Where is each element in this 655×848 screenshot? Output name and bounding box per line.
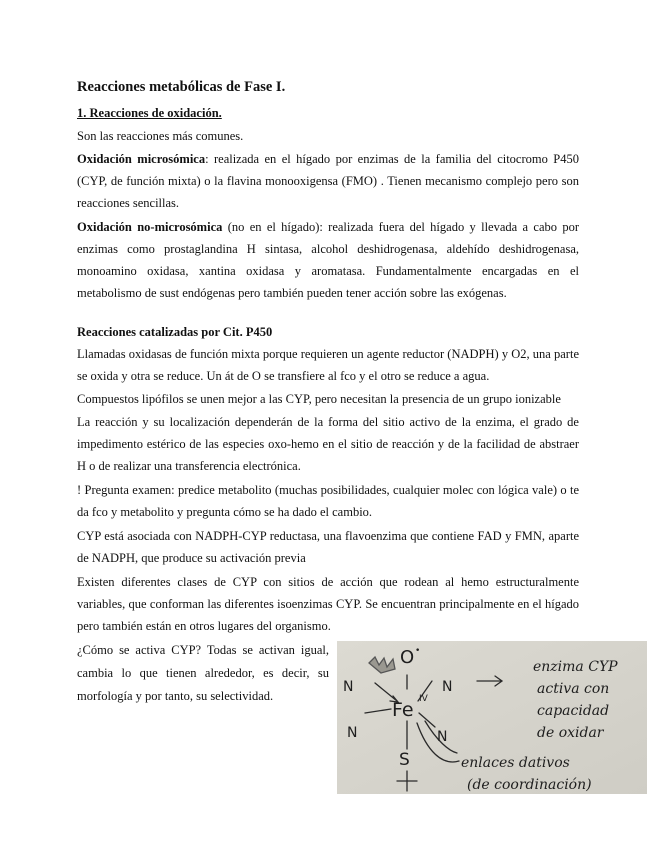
nitrogen-label: N [437,729,448,745]
paragraph: Compuestos lipófilos se unen mejor a las CYP, pero necesitan la presencia de un grupo ionizable [77,392,561,406]
document-page [77,78,579,708]
term-microsomal: Oxidación microsómica [77,152,206,166]
section-heading-p450: Reacciones catalizadas por Cit. P450 [77,325,273,339]
iron-label: Fe [392,699,414,721]
note-line: enzima CYP [533,659,618,675]
paragraph: Llamadas oxidasas de función mixta porque requieren un agente reductor (NADPH) y O2, una parte se oxida y otra se reduce. Un át de O se transfiere al fco y el otro se reduce a agua. [77,347,579,383]
paragraph-exam-note: ! Pregunta examen: predice metabolito (muchas posibilidades, cualquier molec con lógica vale) o te da fco y metabolito y pregunta cómo se ha dado el cambio. [77,483,579,519]
sulfur-label: S [399,750,410,770]
note-line: enlaces dativos [461,755,570,771]
nitrogen-label: N [347,725,358,741]
paragraph: CYP está asociada con NADPH-CYP reductasa, una flavoenzima que contiene FAD y FMN, aparte de NADPH, que produce su activación previa [77,529,579,565]
text-microsomal: : realizada en el hígado por enzimas de la familia del citocromo P450 (CYP, de función mixta) o la flavina monooxigensa (FMO) . Tienen mecanismo complejo pero son reacciones sencillas. [77,152,579,210]
text-non-microsomal: (no en el hígado): realizada fuera del hígado y llevada a cabo por enzimas como prostaglandina H sintasa, alcohol deshidrogenasa, aldehído deshidrogenasa, monoamino oxidasa, xantina oxidasa y aromatasa. Fundamentalmente encargadas en el metabolismo de sust endógenas pero también pueden tener acción sobre las exógenas. [77,220,579,300]
paragraph-microsomal [77,148,579,214]
nitrogen-label: N [442,679,453,695]
nitrogen-label: N [343,679,354,695]
note-line: activa con [537,681,610,697]
term-non-microsomal: Oxidación no-microsómica [77,220,223,234]
note-line: (de coordinación) [467,777,592,793]
document-title: Reacciones metabólicas de Fase I. [77,79,286,95]
paragraph-non-microsomal [77,216,579,304]
oxygen-radical: • [415,646,421,656]
paragraph: Existen diferentes clases de CYP con sitios de acción que rodean al hemo estructuralmente variables, que conforman las diferentes isoenzimas CYP. Se encuentran principalmente en el hígado pero también están en otros lugares del organismo. [77,575,579,633]
note-line: de oxidar [537,725,604,741]
section-heading-oxidation: 1. Reacciones de oxidación. [77,106,222,120]
oxygen-label: O [400,647,415,668]
paragraph-activation: ¿Cómo se activa CYP? Todas se activan igual, cambia lo que tienen alrededor, es decir, su morfología y por tanto, su selectividad. [77,643,329,703]
handwritten-sketch-photo [337,641,647,794]
cyp-heme-sketch [337,641,647,794]
note-line: capacidad [537,703,610,719]
paragraph: Son las reacciones más comunes. [77,129,244,143]
paragraph: La reacción y su localización dependerán de la forma del sitio activo de la enzima, el grado de impedimento estérico de las especies oxo-hemo en el sitio de reacción y de la facilidad de abstraer H o de realizar una transferencia electrónica. [77,415,579,473]
iron-oxidation: IV [419,694,428,704]
